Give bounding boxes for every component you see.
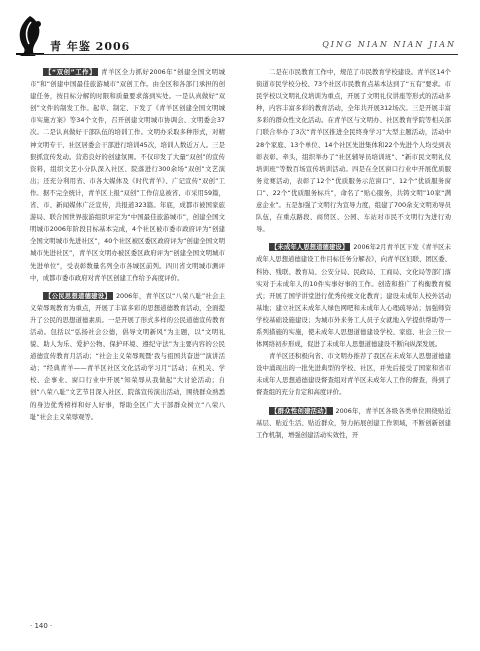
paragraph-text: 青羊区全力抓好2006年“创建全国文明城市”和“创建中国最佳旅游城市”双创工作。由全区和各部门承担的创建任务，按目标分解的时限和质量要求落到实处。一是认真做好“双创”文件的制发工作。起草、制定、下发了《青羊区创建全国文明城市实施方案》等34个文件，召开创建文明城市协调会、文明委会37次。二是认真做好干部队伍的培训工作。文明办采取多种形式，对精神文明专干、社区居委会干部进行培训45次，培训人数近万人。三是狠抓宣传发动。营造良好的创建氛围。不仅印发了大量“双创”的宣传资料，组织文艺小分队深入社区、院落进行300余场“双创”文艺演出；还充分利用省、市各大媒体及《时代青羊》、广记宣传“双创”工作。据不完全统计，青羊区上报“双创”工作信息被省、市采用59篇，省、市、新闻媒体广泛宣传，共报道323篇。年底，成都市被国家旅游局、联合国世界旅游组织评定为“中国最佳旅游城市”，创建全国文明城市2006年阶段目标基本完成，4个社区被市委市政府评为“创建全国文明城市先进社区”，40个社区被区委区政府评为“创建全国文明城市先进社区”，青羊区文明办被区委区政府评为“创建全国文明城市先进单位”，受表彰数量名列全市各城区前列。四川省文明城市测评中，成都市委市政府对青羊区创建工作给予高度评价。 xyxy=(30,68,225,282)
section-keyword: 【公民思想道德建设】 xyxy=(45,291,111,300)
brand-title: 青 年鉴 2006 xyxy=(50,40,131,53)
right-column xyxy=(256,66,451,441)
section-keyword: 【“双创”工作】 xyxy=(45,68,97,76)
paragraph-text: 2006年2月青羊区下发《青羊区未成年人思想道德建设工作目标任务分解表》，向青羊区妇联、团区委、科协、残联、教育局、公安分局、民政局、工商局、文化局等部门落实对于未成年人的10件实事好事的工作。创造和推广了构衡教育模式；开展了国学讲堂进行优秀传统文化教育；建设未成年人校外活动基地；建立社区未成年人绿色网吧和未成年人心理疏导站；加强师资学校基础设施建设；为城市外来务工人员子女就地入学提供帮助等一系列措施的实施，使未成年人思想道德建设学校、家庭、社会三位一体网络初步形成，促进了未成年人思想道德建设不断向纵深发展。 xyxy=(256,243,451,349)
paragraph-mass-creation xyxy=(256,405,451,441)
paragraph-citizen-education xyxy=(256,66,451,235)
paragraph-text: 青羊区还积极向省、市文明办推荐了我区在未成年人思想道德建设中涌现出的一批先进典型的学校、社区，并先后接受了国家和省市未成年人思想道德建设督查组对青羊区未成年人工作的督查，得到了督查组的充分肯定和高度评价。 xyxy=(256,352,451,397)
paragraph-text: 二是在市民教育工作中，规范了市民教育学校建设。青羊区14个街道市民学校分校、73个社区市民教育点基本达到了“五有”要求。市民学校以文明礼仪培训为重点，开展了文明礼仪讲座等形式的活动多种，内容丰富多彩的教育活动，全年共开展312场次。三是开展丰富多彩的群众性文化活动。在青羊区与文明办、社区教育学院等相关部门联合举办了3次“青羊区推进全民终身学习”大型主题活动，活动中28个家庭、13个单位、14个社区先进集体和22个先进个人均受到表彰表彰。牵头，组织举办了“社区辅导员培训班”、“新市民文明礼仪培训班”等数百场宣传培训活动。四是在全区窗口行业中开展优质服务竞赛活动，表彰了12个“优质服务示范窗口”、12个“优质服务窗口”、22个“优质服务标兵”，命名了“贴心服务，共铸文明”10家“满意企业”。五是加强了文明行为宣导力度，组建了700余支文明劝导员队伍，在重点路段、商贸区、公园、车站对市民不文明行为进行劝导。 xyxy=(256,68,451,234)
section-keyword: 【未成年人思想道德建设】 xyxy=(271,243,349,252)
left-column xyxy=(30,66,225,423)
paragraph-text: 2006年，青羊区各级各类单位围绕贴近基层、贴近生活、贴近群众，努力拓展创建工作领域，不断创新创建工作机制，增强创建活动实效性，开 xyxy=(256,406,452,439)
paragraph-dual-creation xyxy=(30,66,225,284)
brand-pinyin: QING NIAN NIAN JIAN xyxy=(322,40,456,49)
page-header xyxy=(0,0,480,60)
paragraph-text: 2006年，青羊区以“八荣八耻”社会主义荣辱观教育为重点，开展了丰富多彩的思想道德教育活动，全面提升了公民的思想道德素质。一是开展了形式多样的公民道德宣传教育活动。包括以“弘扬社会公德，倡导文明新风”为主题，以“文明礼貌、助人为乐、爱护公物、保护环境、遵纪守法”为主要内容的公民道德宣传教育月活动；“社会主义荣辱观暨‘我与祖国共奋进’”演讲活动；“经典青羊——青羊区社区文化活动学习月”活动；在机关、学校、企事业、窗口行业中开展“知荣辱从我做起”大讨论活动；自创“八荣八耻”文艺节目深入社区、院落宣传演出活动，围绕群众熟悉的身边优秀榜样和好人好事，帮助全区广大干部群众树立“八荣八耻”社会主义荣辱观等。 xyxy=(30,291,226,421)
page-number: · 140 · xyxy=(30,622,53,630)
header-rule xyxy=(30,54,458,55)
paragraph-citizen-morality xyxy=(30,290,225,423)
section-keyword: 【群众性创建活动】 xyxy=(271,406,331,415)
paragraph-minors-morality xyxy=(256,241,451,350)
paragraph-recommendations xyxy=(256,350,451,398)
youth-yearbook-logo-icon xyxy=(10,14,50,58)
